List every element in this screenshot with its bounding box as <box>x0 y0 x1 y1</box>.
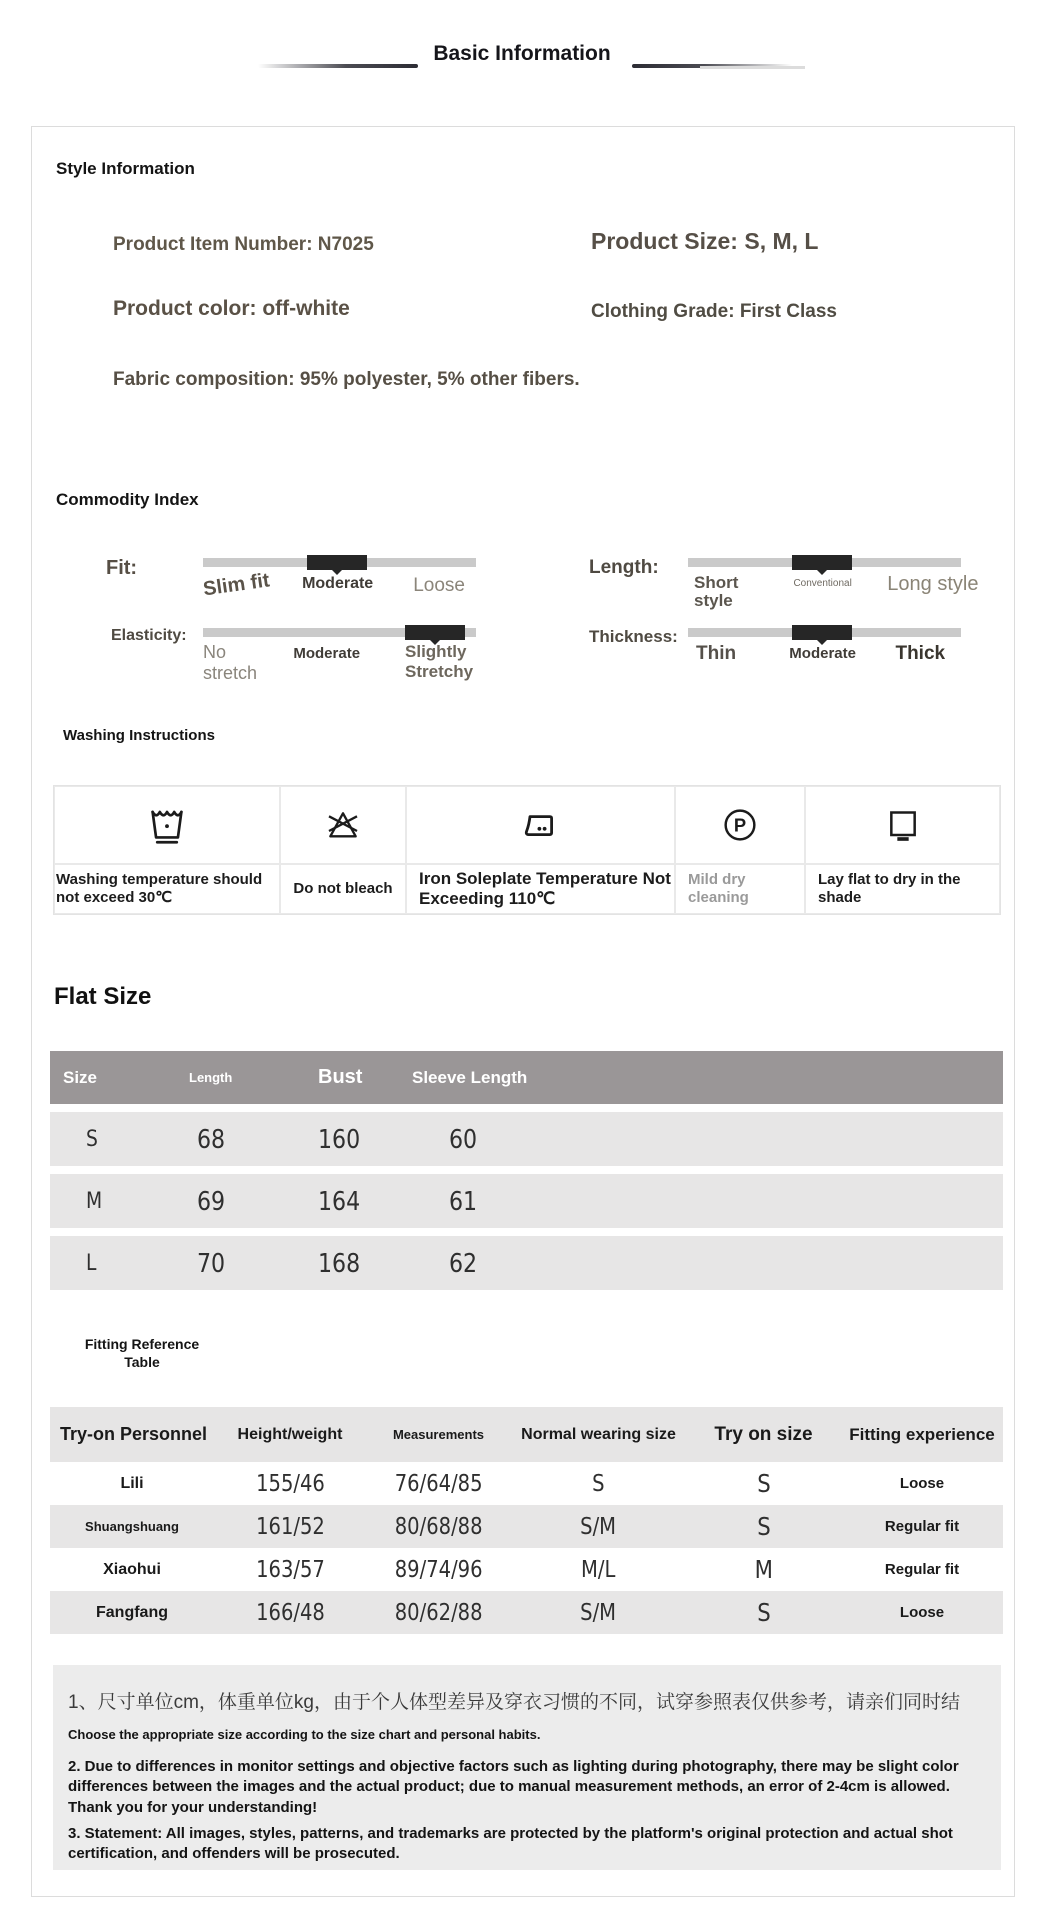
commodity-index-title: Commodity Index <box>56 490 199 509</box>
length-option-right: Long style <box>887 573 979 595</box>
experience-cell: Loose <box>899 1475 945 1492</box>
measurements-cell: 80/62/88 <box>394 1599 483 1626</box>
thickness-option-mid: Moderate <box>789 645 856 662</box>
height-weight-cell: 163/57 <box>255 1556 325 1583</box>
tryon-size-cell: S <box>756 1469 771 1498</box>
measurements-cell: 80/68/88 <box>394 1513 483 1540</box>
thickness-slider-label: Thickness: <box>589 627 678 646</box>
table-row <box>50 1505 1003 1548</box>
length-cell: 68 <box>197 1124 226 1155</box>
flat-header-size: Size <box>63 1067 98 1087</box>
note-size-tip: Choose the appropriate size according to the size chart and personal habits. <box>68 1727 541 1742</box>
fit-option-right: Loose <box>413 575 465 596</box>
notes-box <box>53 1665 1001 1870</box>
tryon-size-cell: S <box>756 1512 771 1541</box>
sleeve-cell: 61 <box>449 1186 478 1217</box>
do-not-bleach-icon <box>280 786 406 864</box>
fit-slider-thumb <box>307 555 367 570</box>
table-row <box>50 1548 1003 1591</box>
length-option-left: Short style <box>694 573 739 610</box>
sleeve-cell: 62 <box>449 1248 478 1279</box>
flat-header-bust: Bust <box>318 1066 363 1088</box>
fit-option-mid: Moderate <box>302 575 374 592</box>
table-row <box>50 1174 1003 1228</box>
experience-cell: Regular fit <box>884 1561 960 1578</box>
fitting-header-tryon: Try on size <box>714 1423 813 1445</box>
tryon-size-cell: S <box>756 1598 771 1627</box>
length-slider-label: Length: <box>589 557 659 578</box>
note-cn: 1、尺寸单位cm，体重单位kg，由于个人体型差异及穿衣习惯的不同，试穿参照表仅供参考，请亲们同时结 <box>68 1692 960 1713</box>
flat-size-title: Flat Size <box>54 983 152 1010</box>
personnel-cell: Fangfang <box>96 1603 168 1621</box>
flat-header-sleeve: Sleeve Length <box>412 1067 528 1087</box>
dry-clean-p-icon <box>675 786 805 864</box>
thickness-slider <box>688 622 961 708</box>
dry-flat-icon <box>805 786 1000 864</box>
tryon-size-cell: M <box>754 1555 773 1584</box>
thickness-slider-thumb <box>792 625 852 640</box>
fitting-reference-title: Fitting Reference Table <box>84 1336 200 1371</box>
sleeve-cell: 60 <box>449 1124 478 1155</box>
height-weight-cell: 155/46 <box>255 1470 325 1497</box>
size-cell: S <box>86 1127 98 1152</box>
size-cell: L <box>86 1251 97 1276</box>
normal-size-cell: S/M <box>580 1513 617 1540</box>
table-row <box>50 1112 1003 1166</box>
washing-label-dry-clean: Mild dry cleaning <box>675 864 805 914</box>
washing-label-dry-flat: Lay flat to dry in the shade <box>805 864 1000 914</box>
page-title: Basic Information <box>433 42 611 65</box>
washing-label-iron: Iron Soleplate Temperature Not Exceeding 110℃ <box>406 864 675 914</box>
normal-size-cell: M/L <box>581 1556 616 1583</box>
clothing-grade: Clothing Grade: First Class <box>591 301 837 322</box>
table-row <box>50 1591 1003 1634</box>
elasticity-slider-thumb <box>405 625 465 640</box>
note-color-tip: 2. Due to differences in monitor settings and objective factors such as lighting during photography, there may be slight color differences between the images and the actual product; due to manual measurement methods, an error of 2-4cm is allowed. Thank you for your understanding! <box>68 1758 959 1816</box>
elasticity-option-mid: Moderate <box>293 645 361 662</box>
decorative-line-right-faint <box>700 66 805 69</box>
measurements-cell: 89/74/96 <box>394 1556 483 1583</box>
style-info-title: Style Information <box>56 159 195 178</box>
experience-cell: Regular fit <box>884 1518 960 1535</box>
thickness-option-right: Thick <box>895 643 946 664</box>
product-item-number: Product Item Number: N7025 <box>113 234 374 255</box>
fitting-header-measure: Measurements <box>392 1427 485 1442</box>
washing-table <box>53 785 1001 915</box>
elasticity-slider-label: Elasticity: <box>111 627 187 644</box>
flat-header-length: Length <box>189 1070 233 1085</box>
bust-cell: 168 <box>318 1248 361 1279</box>
measurements-cell: 76/64/85 <box>394 1470 483 1497</box>
washing-instructions-title: Washing Instructions <box>63 727 215 744</box>
elasticity-slider <box>203 622 476 708</box>
fitting-header-experience: Fitting experience <box>849 1424 995 1444</box>
fitting-header-normal: Normal wearing size <box>521 1425 676 1443</box>
normal-size-cell: S/M <box>580 1599 617 1626</box>
fabric-composition: Fabric composition: 95% polyester, 5% other fibers. <box>113 369 580 390</box>
washing-label-bleach: Do not bleach <box>280 864 406 914</box>
fit-slider-label: Fit: <box>106 557 138 579</box>
length-slider-thumb <box>792 555 852 570</box>
wash-30-icon <box>54 786 280 864</box>
experience-cell: Loose <box>899 1604 945 1621</box>
washing-label-temperature: Washing temperature should not exceed 30℃ <box>54 864 280 914</box>
length-cell: 70 <box>197 1248 226 1279</box>
length-option-mid: Conventional <box>793 578 852 589</box>
bust-cell: 160 <box>318 1124 361 1155</box>
elasticity-option-right: Slightly Stretchy <box>405 642 474 681</box>
note-statement: 3. Statement: All images, styles, patterns, and trademarks are protected by the platform's original protection and actual shot certification, and offenders will be prosecuted. <box>68 1824 953 1862</box>
table-row <box>50 1462 1003 1505</box>
length-cell: 69 <box>197 1186 226 1217</box>
flat-size-table <box>50 1051 1003 1290</box>
thickness-option-left: Thin <box>696 643 737 664</box>
flat-size-header-row <box>50 1051 1003 1104</box>
iron-icon <box>406 786 675 864</box>
product-color: Product color: off-white <box>113 297 350 320</box>
fitting-header-row <box>50 1407 1003 1462</box>
info-card <box>31 126 1015 1897</box>
elasticity-option-left: No stretch <box>203 642 258 683</box>
personnel-cell: Shuangshuang <box>85 1519 179 1534</box>
product-size: Product Size: S, M, L <box>591 228 819 254</box>
svg-text:P: P <box>733 814 747 836</box>
table-row <box>50 1236 1003 1290</box>
fit-option-left: Slim fit <box>201 569 271 601</box>
normal-size-cell: S <box>592 1470 605 1497</box>
fitting-reference-table <box>50 1407 1003 1634</box>
size-cell: M <box>86 1189 103 1214</box>
fitting-header-personnel: Try-on Personnel <box>60 1424 208 1444</box>
decorative-line-left <box>258 64 418 68</box>
height-weight-cell: 161/52 <box>255 1513 325 1540</box>
height-weight-cell: 166/48 <box>255 1599 325 1626</box>
bust-cell: 164 <box>318 1186 361 1217</box>
personnel-cell: Xiaohui <box>103 1560 161 1578</box>
fitting-header-height: Height/weight <box>237 1425 343 1443</box>
personnel-cell: Lili <box>120 1474 144 1492</box>
